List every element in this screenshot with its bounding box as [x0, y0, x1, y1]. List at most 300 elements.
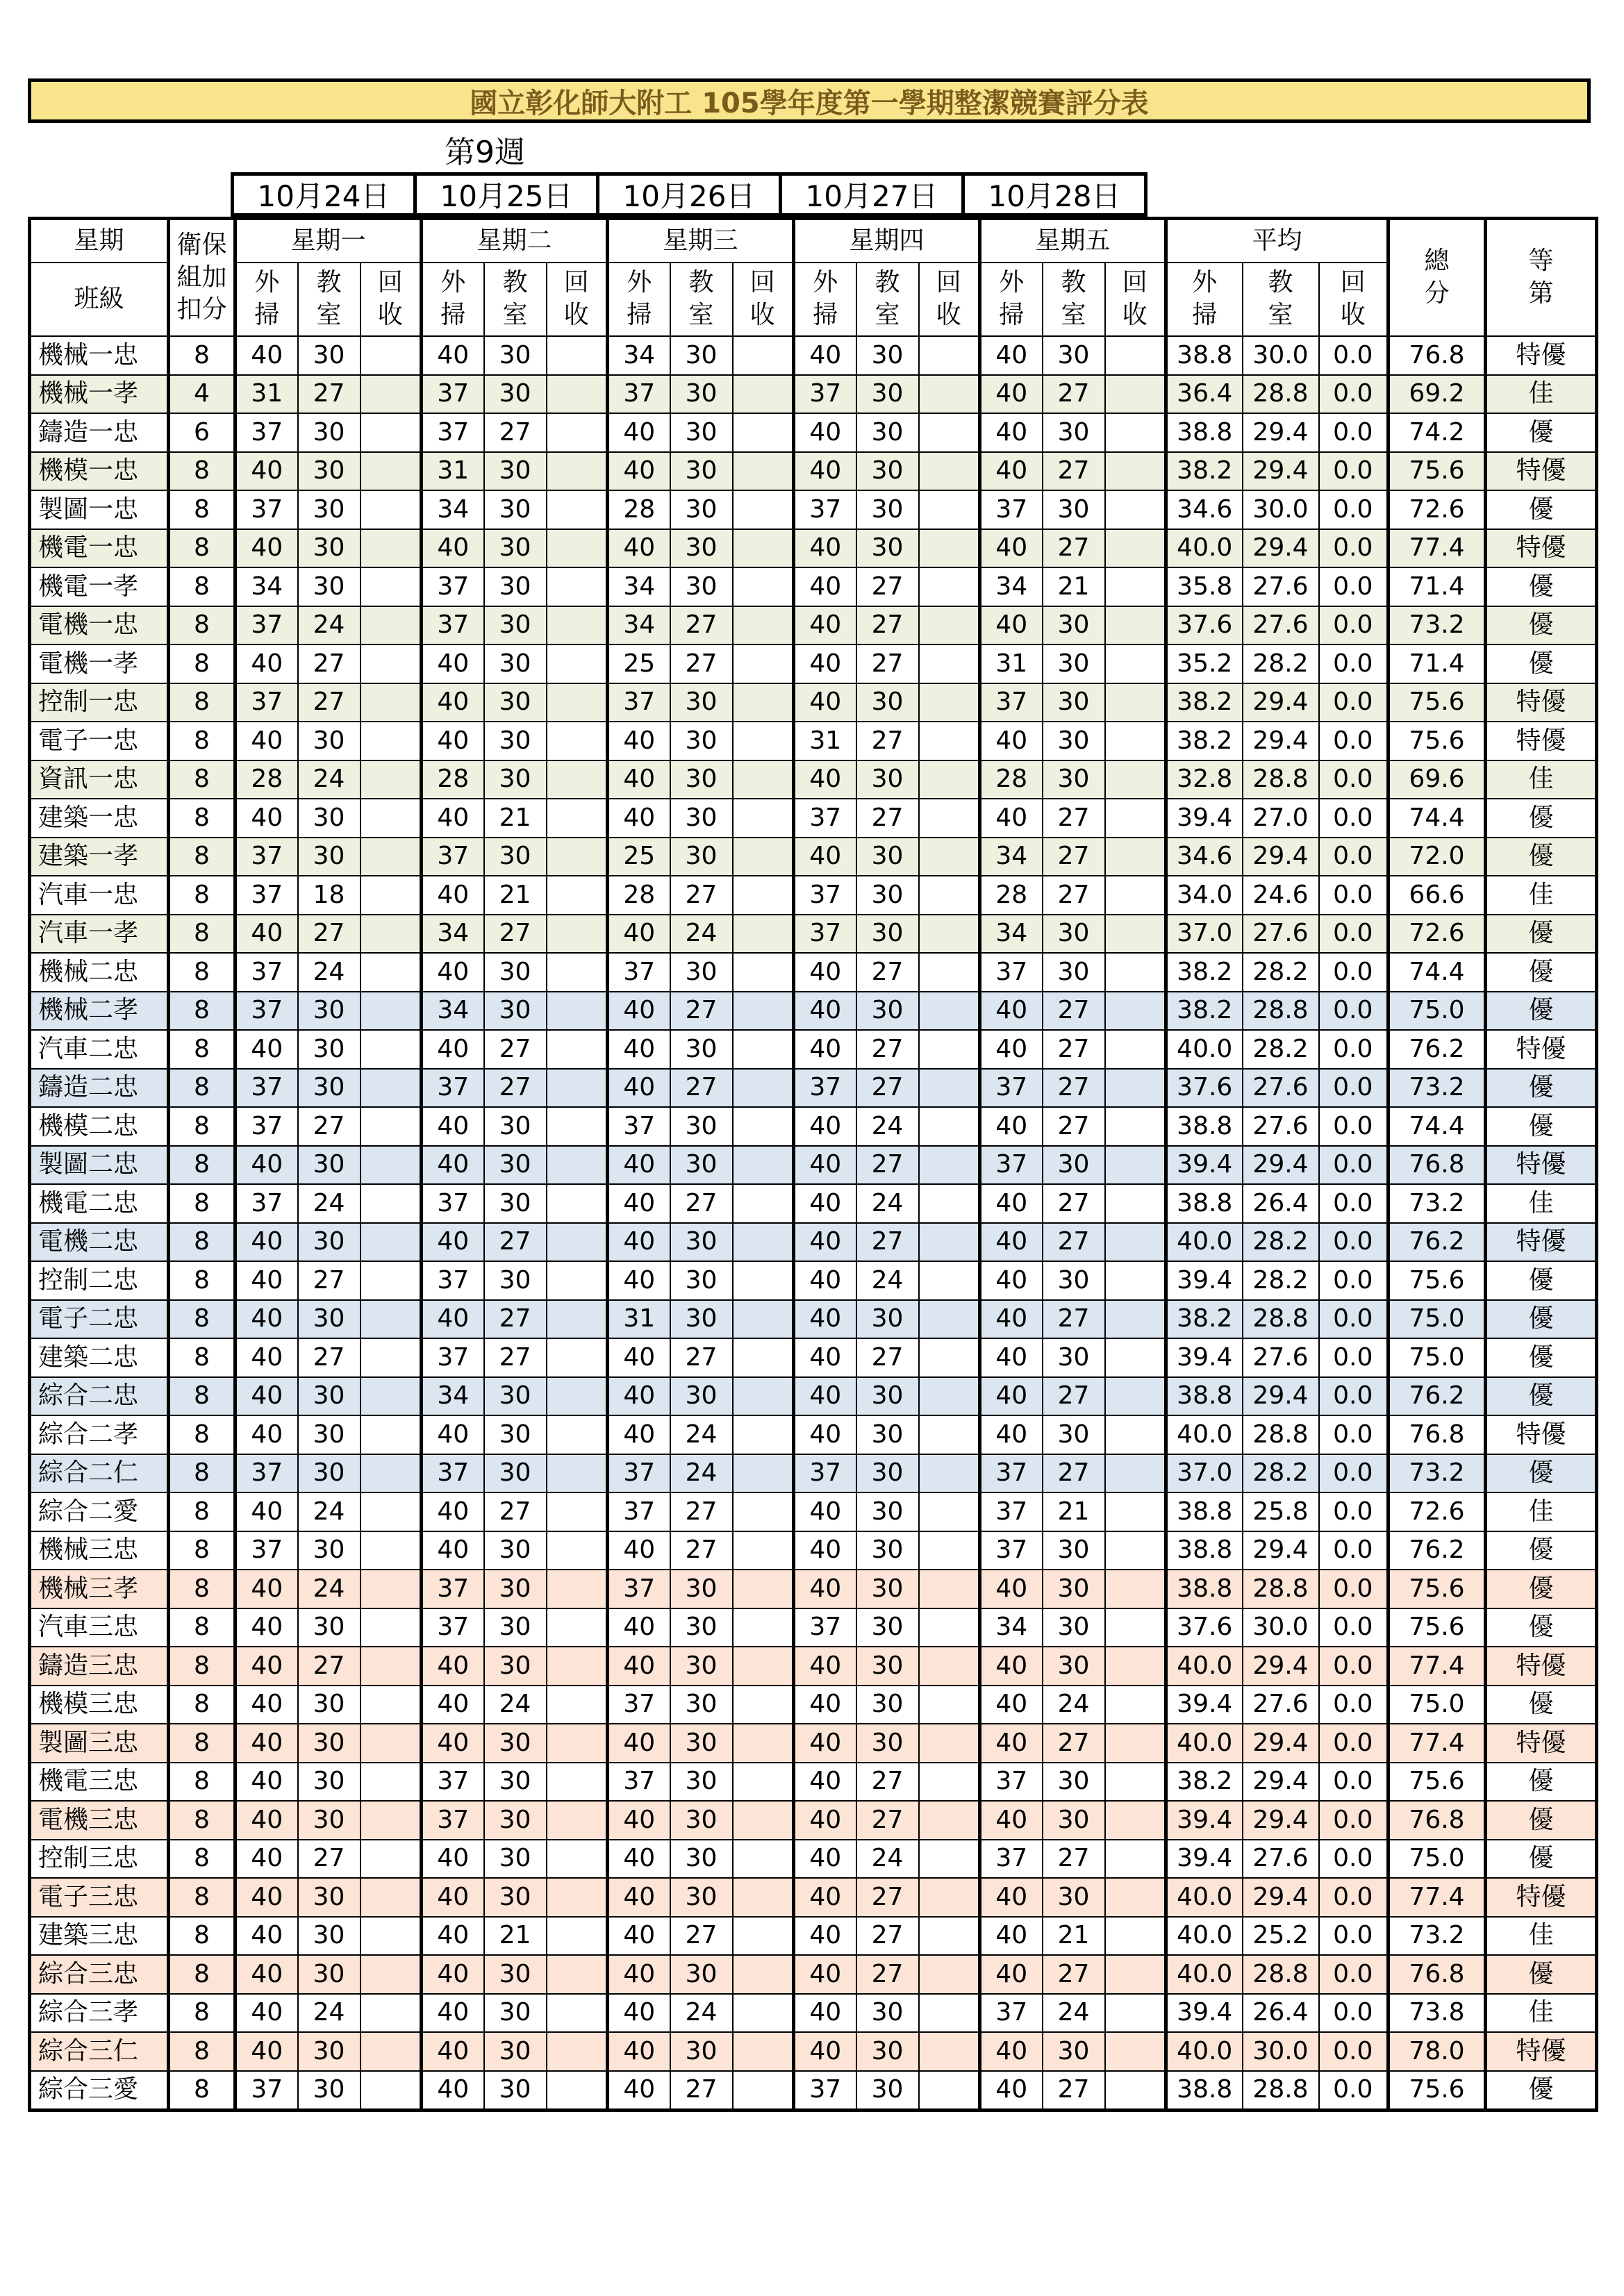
- outer-score-cell: 37: [422, 1608, 484, 1647]
- outer-score-cell: 37: [608, 1686, 670, 1724]
- outer-score-cell: 40: [608, 1415, 670, 1454]
- classroom-score-cell: 24: [298, 606, 361, 645]
- grade-cell: 優: [1486, 413, 1597, 452]
- class-name-cell: 電機一孝: [30, 644, 169, 683]
- recycle-score-cell: [361, 1454, 422, 1493]
- outer-score-cell: 40: [235, 644, 298, 683]
- avg-classroom-cell: 25.8: [1243, 1492, 1319, 1531]
- outer-score-cell: 40: [235, 1840, 298, 1879]
- avg-recycle-cell: 0.0: [1319, 490, 1389, 529]
- recycle-score-cell: [361, 606, 422, 645]
- outer-score-cell: 40: [608, 2032, 670, 2071]
- deduct-cell: 8: [169, 606, 235, 645]
- classroom-score-cell: 30: [670, 567, 733, 606]
- recycle-score-cell: [733, 838, 794, 876]
- outer-score-cell: 40: [794, 1492, 856, 1531]
- recycle-score-cell: [1105, 683, 1166, 722]
- classroom-score-cell: 27: [856, 799, 919, 838]
- classroom-score-cell: 30: [856, 1454, 919, 1493]
- recycle-score-cell: [1105, 490, 1166, 529]
- grade-cell: 佳: [1486, 375, 1597, 414]
- classroom-score-cell: 30: [856, 1994, 919, 2033]
- classroom-score-cell: 27: [298, 683, 361, 722]
- classroom-score-cell: 27: [670, 1531, 733, 1570]
- avg-classroom-cell: 27.6: [1243, 915, 1319, 954]
- outer-score-cell: 40: [980, 2071, 1043, 2111]
- classroom-score-cell: 27: [484, 1300, 547, 1339]
- classroom-score-cell: 30: [484, 1801, 547, 1840]
- outer-score-cell: 40: [608, 413, 670, 452]
- outer-score-cell: 40: [422, 1917, 484, 1956]
- outer-clean-header: 外 掃: [235, 263, 298, 336]
- classroom-score-cell: 27: [298, 1338, 361, 1377]
- classroom-score-cell: 24: [856, 1840, 919, 1879]
- class-header: 班級: [30, 263, 169, 336]
- avg-outer-cell: 38.8: [1166, 1531, 1243, 1570]
- classroom-score-cell: 30: [670, 452, 733, 491]
- outer-score-cell: 28: [235, 760, 298, 799]
- recycle-score-cell: [919, 915, 980, 954]
- avg-classroom-cell: 29.4: [1243, 1377, 1319, 1416]
- classroom-score-cell: 27: [856, 1146, 919, 1185]
- outer-score-cell: 28: [980, 760, 1043, 799]
- classroom-score-cell: 24: [670, 1994, 733, 2033]
- outer-score-cell: 37: [422, 1763, 484, 1802]
- outer-score-cell: 40: [608, 915, 670, 954]
- classroom-score-cell: 30: [856, 2071, 919, 2111]
- avg-recycle-cell: 0.0: [1319, 413, 1389, 452]
- recycle-score-cell: [1105, 1415, 1166, 1454]
- class-name-cell: 製圖一忠: [30, 490, 169, 529]
- deduct-cell: 4: [169, 375, 235, 414]
- total-cell: 66.6: [1389, 876, 1486, 915]
- recycle-score-cell: [919, 1917, 980, 1956]
- outer-score-cell: 37: [980, 1069, 1043, 1108]
- classroom-score-cell: 30: [670, 1955, 733, 1994]
- deduct-cell: 8: [169, 1955, 235, 1994]
- outer-score-cell: 37: [608, 1107, 670, 1146]
- recycle-score-cell: [733, 1184, 794, 1223]
- total-cell: 75.6: [1389, 2071, 1486, 2111]
- recycle-score-cell: [547, 1261, 608, 1300]
- avg-outer-cell: 36.4: [1166, 375, 1243, 414]
- classroom-score-cell: 30: [856, 1415, 919, 1454]
- recycle-header: 回 收: [733, 263, 794, 336]
- class-name-cell: 機電三忠: [30, 1763, 169, 1802]
- avg-outer-cell: 39.4: [1166, 1261, 1243, 1300]
- recycle-score-cell: [919, 1801, 980, 1840]
- table-row: [30, 1531, 1597, 1570]
- avg-outer-cell: 40.0: [1166, 1955, 1243, 1994]
- recycle-score-cell: [361, 799, 422, 838]
- outer-score-cell: 40: [235, 1724, 298, 1763]
- outer-score-cell: 37: [794, 799, 856, 838]
- classroom-header: 教 室: [298, 263, 361, 336]
- classroom-score-cell: 30: [484, 1724, 547, 1763]
- outer-score-cell: 37: [980, 1454, 1043, 1493]
- avg-classroom-cell: 30.0: [1243, 2032, 1319, 2071]
- classroom-score-cell: 24: [298, 760, 361, 799]
- avg-recycle-cell: 0.0: [1319, 1377, 1389, 1416]
- outer-score-cell: 40: [608, 1647, 670, 1686]
- recycle-score-cell: [733, 1146, 794, 1185]
- classroom-score-cell: 30: [1043, 1146, 1105, 1185]
- recycle-header: 回 收: [919, 263, 980, 336]
- outer-score-cell: 40: [794, 1377, 856, 1416]
- recycle-score-cell: [547, 1223, 608, 1262]
- grade-cell: 特優: [1486, 452, 1597, 491]
- class-name-cell: 綜合二忠: [30, 1377, 169, 1416]
- outer-score-cell: 40: [794, 1647, 856, 1686]
- recycle-score-cell: [1105, 1454, 1166, 1493]
- outer-score-cell: 40: [794, 1261, 856, 1300]
- avg-classroom-cell: 27.6: [1243, 1840, 1319, 1879]
- recycle-score-cell: [919, 1492, 980, 1531]
- classroom-score-cell: 27: [670, 1069, 733, 1108]
- recycle-score-cell: [547, 1492, 608, 1531]
- deduct-cell: 8: [169, 1146, 235, 1185]
- outer-score-cell: 34: [608, 567, 670, 606]
- outer-score-cell: 37: [422, 1801, 484, 1840]
- recycle-score-cell: [1105, 1184, 1166, 1223]
- avg-recycle-cell: 0.0: [1319, 1300, 1389, 1339]
- avg-classroom-cell: 27.6: [1243, 606, 1319, 645]
- recycle-score-cell: [547, 1763, 608, 1802]
- table-row: [30, 1377, 1597, 1416]
- grade-cell: 優: [1486, 567, 1597, 606]
- outer-score-cell: 40: [235, 1261, 298, 1300]
- classroom-score-cell: 27: [484, 1338, 547, 1377]
- table-row: [30, 1570, 1597, 1608]
- classroom-score-cell: 30: [856, 838, 919, 876]
- classroom-score-cell: 30: [670, 413, 733, 452]
- classroom-score-cell: 27: [298, 1840, 361, 1879]
- deduct-cell: 8: [169, 1107, 235, 1146]
- classroom-score-cell: 27: [298, 1107, 361, 1146]
- outer-score-cell: 40: [980, 799, 1043, 838]
- class-name-cell: 資訊一忠: [30, 760, 169, 799]
- outer-score-cell: 37: [608, 1570, 670, 1608]
- outer-score-cell: 40: [980, 375, 1043, 414]
- recycle-score-cell: [919, 1878, 980, 1917]
- outer-score-cell: 40: [794, 1531, 856, 1570]
- avg-classroom-cell: 28.2: [1243, 644, 1319, 683]
- outer-score-cell: 37: [794, 490, 856, 529]
- recycle-score-cell: [547, 953, 608, 992]
- recycle-score-cell: [547, 1878, 608, 1917]
- classroom-score-cell: 27: [856, 1030, 919, 1069]
- recycle-score-cell: [1105, 1608, 1166, 1647]
- outer-score-cell: 40: [235, 1917, 298, 1956]
- deduct-cell: 8: [169, 1917, 235, 1956]
- class-name-cell: 鑄造二忠: [30, 1069, 169, 1108]
- avg-classroom-cell: 29.4: [1243, 1531, 1319, 1570]
- classroom-score-cell: 27: [670, 606, 733, 645]
- classroom-score-cell: 30: [856, 375, 919, 414]
- recycle-score-cell: [1105, 1570, 1166, 1608]
- classroom-score-cell: 27: [1043, 1955, 1105, 1994]
- grade-cell: 優: [1486, 1608, 1597, 1647]
- classroom-score-cell: 27: [298, 915, 361, 954]
- classroom-score-cell: 30: [670, 1686, 733, 1724]
- recycle-score-cell: [361, 1686, 422, 1724]
- recycle-score-cell: [361, 1994, 422, 2033]
- recycle-score-cell: [1105, 1492, 1166, 1531]
- outer-score-cell: 37: [608, 375, 670, 414]
- avg-recycle-cell: 0.0: [1319, 722, 1389, 760]
- outer-score-cell: 40: [980, 606, 1043, 645]
- classroom-score-cell: 30: [1043, 336, 1105, 375]
- deduct-cell: 8: [169, 799, 235, 838]
- classroom-score-cell: 30: [484, 1647, 547, 1686]
- recycle-score-cell: [733, 1069, 794, 1108]
- avg-recycle-cell: 0.0: [1319, 1686, 1389, 1724]
- avg-outer-cell: 39.4: [1166, 799, 1243, 838]
- classroom-score-cell: 30: [670, 1107, 733, 1146]
- recycle-score-cell: [361, 1608, 422, 1647]
- recycle-score-cell: [361, 1184, 422, 1223]
- avg-outer-cell: 40.0: [1166, 1223, 1243, 1262]
- classroom-score-cell: 30: [1043, 2032, 1105, 2071]
- recycle-score-cell: [1105, 1686, 1166, 1724]
- recycle-score-cell: [919, 413, 980, 452]
- outer-score-cell: 34: [422, 1377, 484, 1416]
- total-cell: 77.4: [1389, 1878, 1486, 1917]
- grade-cell: 佳: [1486, 1994, 1597, 2033]
- classroom-score-cell: 30: [484, 722, 547, 760]
- avg-classroom-cell: 29.4: [1243, 413, 1319, 452]
- outer-score-cell: 40: [235, 1300, 298, 1339]
- recycle-score-cell: [1105, 1840, 1166, 1879]
- outer-score-cell: 40: [608, 992, 670, 1031]
- outer-score-cell: 40: [794, 1801, 856, 1840]
- outer-score-cell: 40: [422, 799, 484, 838]
- classroom-score-cell: 30: [484, 490, 547, 529]
- recycle-score-cell: [733, 1724, 794, 1763]
- outer-clean-header: 外 掃: [794, 263, 856, 336]
- table-row: [30, 1763, 1597, 1802]
- classroom-score-cell: 24: [298, 953, 361, 992]
- deduct-cell: 8: [169, 1801, 235, 1840]
- avg-outer-cell: 38.2: [1166, 953, 1243, 992]
- recycle-score-cell: [361, 413, 422, 452]
- recycle-score-cell: [361, 2032, 422, 2071]
- recycle-score-cell: [361, 1492, 422, 1531]
- class-name-cell: 電機三忠: [30, 1801, 169, 1840]
- grade-cell: 特優: [1486, 1223, 1597, 1262]
- classroom-score-cell: 24: [670, 1415, 733, 1454]
- avg-classroom-cell: 28.2: [1243, 953, 1319, 992]
- class-name-cell: 機械一忠: [30, 336, 169, 375]
- recycle-score-cell: [1105, 606, 1166, 645]
- classroom-score-cell: 30: [670, 722, 733, 760]
- avg-outer-cell: 37.6: [1166, 1608, 1243, 1647]
- classroom-score-cell: 27: [1043, 529, 1105, 568]
- classroom-score-cell: 27: [1043, 1030, 1105, 1069]
- table-row: [30, 1878, 1597, 1917]
- grade-cell: 特優: [1486, 2032, 1597, 2071]
- outer-score-cell: 37: [422, 1184, 484, 1223]
- deduct-cell: 8: [169, 490, 235, 529]
- recycle-score-cell: [361, 1570, 422, 1608]
- grade-cell: 特優: [1486, 1724, 1597, 1763]
- table-row: [30, 1107, 1597, 1146]
- table-row: [30, 1686, 1597, 1724]
- recycle-score-cell: [1105, 1107, 1166, 1146]
- deduct-cell: 8: [169, 1415, 235, 1454]
- classroom-score-cell: 30: [298, 2032, 361, 2071]
- deduct-cell: 6: [169, 413, 235, 452]
- class-name-cell: 機械一孝: [30, 375, 169, 414]
- deduct-cell: 8: [169, 1223, 235, 1262]
- class-name-cell: 電機一忠: [30, 606, 169, 645]
- grade-cell: 優: [1486, 1300, 1597, 1339]
- outer-score-cell: 37: [794, 1608, 856, 1647]
- recycle-score-cell: [361, 529, 422, 568]
- classroom-score-cell: 30: [1043, 683, 1105, 722]
- class-name-cell: 機械二忠: [30, 953, 169, 992]
- class-name-cell: 機械三孝: [30, 1570, 169, 1608]
- outer-score-cell: 40: [608, 452, 670, 491]
- outer-score-cell: 40: [235, 722, 298, 760]
- recycle-score-cell: [733, 490, 794, 529]
- outer-score-cell: 40: [980, 1878, 1043, 1917]
- outer-score-cell: 40: [794, 1338, 856, 1377]
- day-header-thu: 星期四: [794, 219, 980, 263]
- grade-cell: 特優: [1486, 1647, 1597, 1686]
- outer-score-cell: 40: [794, 1184, 856, 1223]
- classroom-score-cell: 30: [298, 2071, 361, 2111]
- avg-classroom-cell: 28.2: [1243, 1454, 1319, 1493]
- table-row: [30, 1608, 1597, 1647]
- grade-cell: 特優: [1486, 1878, 1597, 1917]
- avg-outer-cell: 37.6: [1166, 1069, 1243, 1108]
- classroom-score-cell: 27: [856, 1801, 919, 1840]
- avg-classroom-cell: 27.6: [1243, 1338, 1319, 1377]
- grade-cell: 優: [1486, 1840, 1597, 1879]
- deduct-cell: 8: [169, 838, 235, 876]
- classroom-score-cell: 30: [670, 1608, 733, 1647]
- table-row: [30, 606, 1597, 645]
- total-cell: 73.2: [1389, 1917, 1486, 1956]
- outer-score-cell: 40: [608, 1531, 670, 1570]
- outer-score-cell: 40: [422, 2032, 484, 2071]
- classroom-score-cell: 30: [670, 490, 733, 529]
- classroom-score-cell: 24: [1043, 1686, 1105, 1724]
- classroom-score-cell: 30: [670, 1840, 733, 1879]
- outer-score-cell: 40: [235, 1146, 298, 1185]
- classroom-score-cell: 30: [670, 1763, 733, 1802]
- recycle-score-cell: [919, 336, 980, 375]
- table-row: [30, 683, 1597, 722]
- recycle-score-cell: [547, 490, 608, 529]
- table-row: [30, 1338, 1597, 1377]
- outer-score-cell: 40: [608, 1030, 670, 1069]
- outer-score-cell: 37: [235, 992, 298, 1031]
- outer-score-cell: 40: [608, 1377, 670, 1416]
- outer-score-cell: 37: [235, 683, 298, 722]
- deduct-cell: 8: [169, 1994, 235, 2033]
- outer-clean-header: 外 掃: [980, 263, 1043, 336]
- outer-score-cell: 40: [794, 1686, 856, 1724]
- avg-outer-cell: 39.4: [1166, 1994, 1243, 2033]
- avg-classroom-cell: 28.8: [1243, 992, 1319, 1031]
- recycle-score-cell: [361, 644, 422, 683]
- avg-outer-cell: 38.2: [1166, 992, 1243, 1031]
- recycle-header: 回 收: [361, 263, 422, 336]
- grade-cell: 特優: [1486, 336, 1597, 375]
- classroom-score-cell: 30: [484, 606, 547, 645]
- total-cell: 76.2: [1389, 1030, 1486, 1069]
- avg-recycle-cell: 0.0: [1319, 1261, 1389, 1300]
- avg-outer-cell: 40.0: [1166, 1878, 1243, 1917]
- recycle-score-cell: [547, 760, 608, 799]
- outer-score-cell: 40: [235, 1415, 298, 1454]
- avg-outer-cell: 37.0: [1166, 915, 1243, 954]
- outer-score-cell: 40: [235, 1608, 298, 1647]
- outer-score-cell: 37: [235, 1107, 298, 1146]
- outer-score-cell: 40: [235, 799, 298, 838]
- avg-classroom-cell: 29.4: [1243, 683, 1319, 722]
- outer-score-cell: 40: [235, 1686, 298, 1724]
- classroom-score-cell: 30: [856, 915, 919, 954]
- classroom-header: 教 室: [1043, 263, 1105, 336]
- classroom-score-cell: 30: [670, 1377, 733, 1416]
- recycle-score-cell: [547, 1840, 608, 1879]
- classroom-score-cell: 30: [1043, 1647, 1105, 1686]
- outer-score-cell: 37: [980, 490, 1043, 529]
- recycle-score-cell: [361, 1030, 422, 1069]
- classroom-score-cell: 30: [484, 992, 547, 1031]
- classroom-score-cell: 21: [484, 876, 547, 915]
- avg-recycle-cell: 0.0: [1319, 1647, 1389, 1686]
- recycle-score-cell: [1105, 1223, 1166, 1262]
- classroom-score-cell: 30: [856, 1570, 919, 1608]
- avg-outer-cell: 38.2: [1166, 1763, 1243, 1802]
- total-cell: 75.0: [1389, 1300, 1486, 1339]
- outer-score-cell: 34: [980, 567, 1043, 606]
- recycle-score-cell: [733, 336, 794, 375]
- recycle-score-cell: [733, 1415, 794, 1454]
- outer-score-cell: 40: [608, 1069, 670, 1108]
- recycle-score-cell: [733, 1454, 794, 1493]
- total-cell: 76.8: [1389, 1955, 1486, 1994]
- outer-score-cell: 40: [794, 567, 856, 606]
- outer-score-cell: 40: [422, 1146, 484, 1185]
- outer-score-cell: 31: [794, 722, 856, 760]
- table-row: [30, 490, 1597, 529]
- recycle-score-cell: [361, 1300, 422, 1339]
- outer-score-cell: 40: [422, 1492, 484, 1531]
- recycle-score-cell: [919, 992, 980, 1031]
- classroom-score-cell: 30: [856, 1724, 919, 1763]
- classroom-score-cell: 27: [1043, 1377, 1105, 1416]
- classroom-score-cell: 27: [1043, 1300, 1105, 1339]
- classroom-header: 教 室: [856, 263, 919, 336]
- recycle-score-cell: [547, 2032, 608, 2071]
- total-cell: 74.4: [1389, 953, 1486, 992]
- avg-classroom-cell: 27.6: [1243, 567, 1319, 606]
- table-row: [30, 413, 1597, 452]
- class-name-cell: 機械三忠: [30, 1531, 169, 1570]
- deduct-cell: 8: [169, 1069, 235, 1108]
- avg-outer-cell: 38.8: [1166, 2071, 1243, 2111]
- classroom-score-cell: 24: [298, 1570, 361, 1608]
- outer-score-cell: 40: [980, 1107, 1043, 1146]
- outer-score-cell: 40: [608, 1955, 670, 1994]
- avg-outer-cell: 32.8: [1166, 760, 1243, 799]
- classroom-score-cell: 30: [1043, 1763, 1105, 1802]
